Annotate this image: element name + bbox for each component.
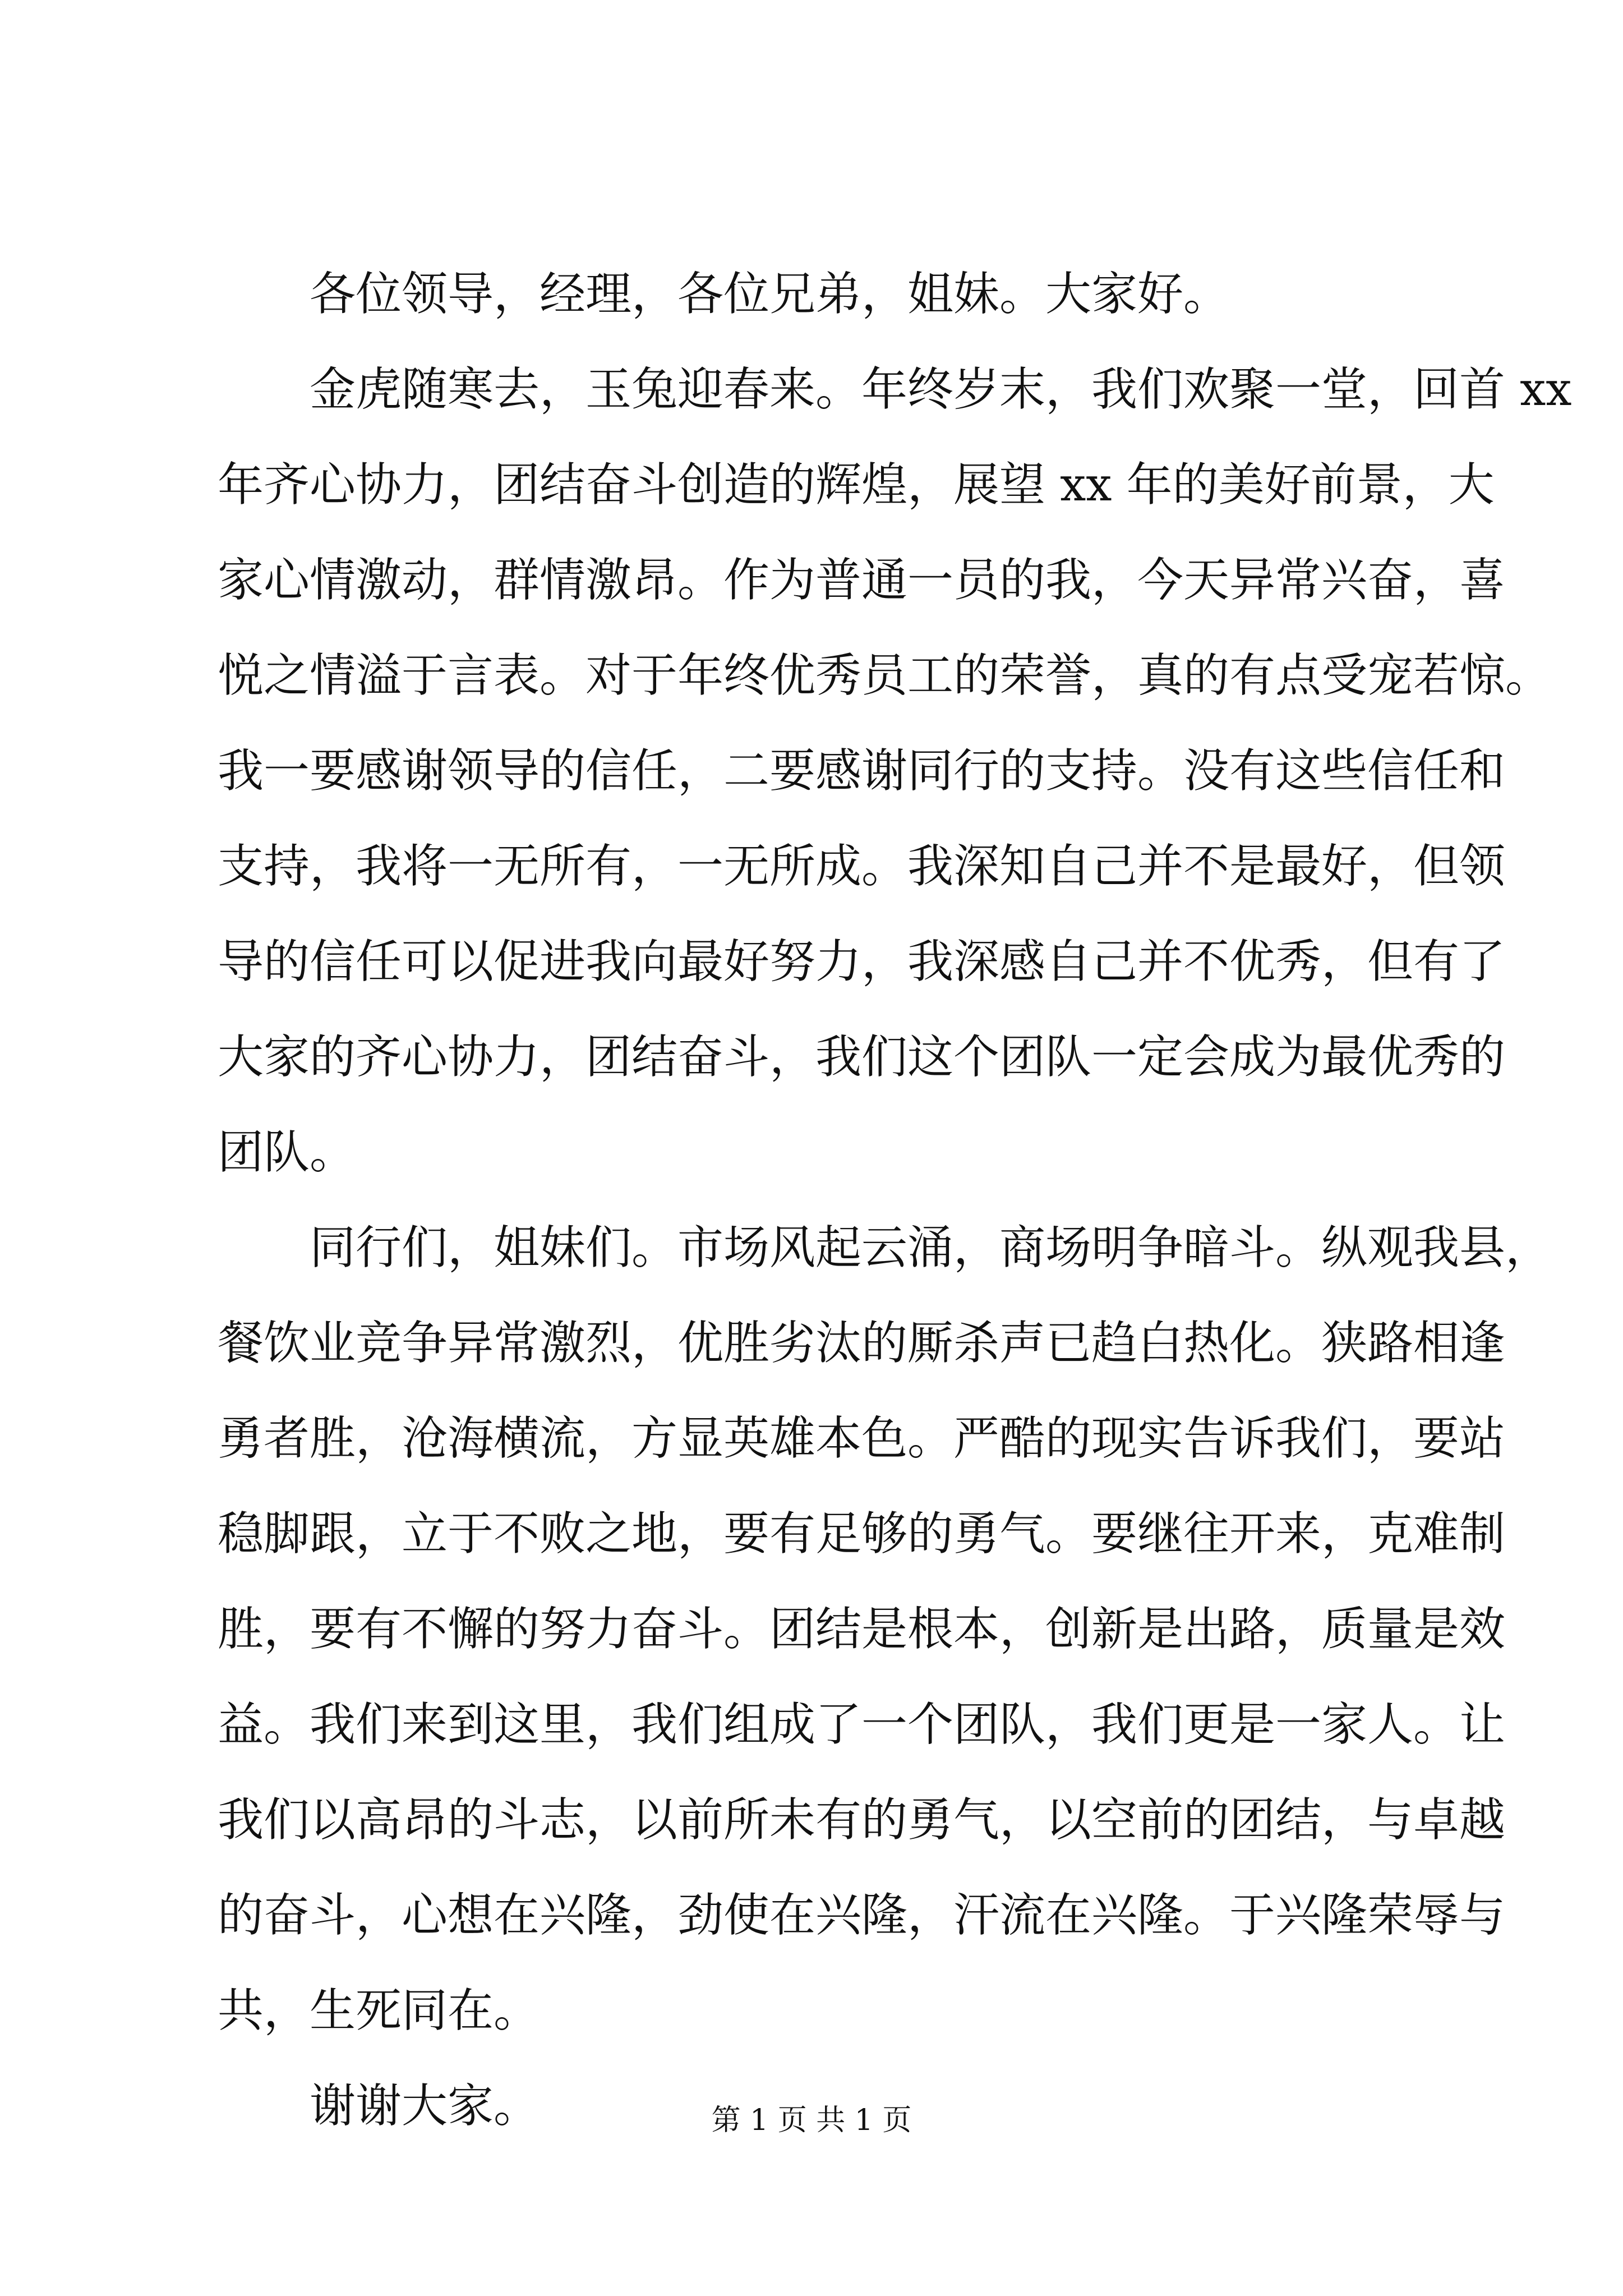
- paragraph-line: 餐饮业竞争异常激烈，优胜劣汰的厮杀声已趋白热化。狭路相逢: [218, 1317, 1506, 1370]
- document-body: [218, 247, 1572, 2154]
- paragraph-line: 胜，要有不懈的努力奋斗。团结是根本，创新是出路，质量是效: [218, 1603, 1506, 1656]
- paragraph-line: 我们以高昂的斗志，以前所未有的勇气，以空前的团结，与卓越: [218, 1793, 1506, 1847]
- paragraph-line: 同行们，姐妹们。市场风起云涌，商场明争暗斗。纵观我县，: [310, 1221, 1552, 1274]
- paragraph-line: 的奋斗，心想在兴隆，劲使在兴隆，汗流在兴隆。于兴隆荣辱与: [218, 1889, 1506, 1942]
- paragraph-line: 金虎随寒去，玉兔迎春来。年终岁末，我们欢聚一堂，回首 xx: [310, 363, 1572, 416]
- paragraph-line: 勇者胜，沧海横流，方显英雄本色。严酷的现实告诉我们，要站: [218, 1412, 1506, 1465]
- paragraph-line: 共，生死同在。: [218, 1984, 540, 2037]
- paragraph-line: 导的信任可以促进我向最好努力，我深感自己并不优秀，但有了: [218, 935, 1506, 988]
- paragraph-line: 各位领导，经理，各位兄弟，姐妹。大家好。: [310, 268, 1230, 321]
- paragraph-line: 益。我们来到这里，我们组成了一个团队，我们更是一家人。让: [218, 1698, 1506, 1751]
- paragraph-line: 支持，我将一无所有，一无所成。我深知自己并不是最好，但领: [218, 840, 1506, 893]
- paragraph-line: 稳脚跟，立于不败之地，要有足够的勇气。要继往开来，克难制: [218, 1507, 1506, 1561]
- paragraph-line: 家心情激动，群情激昂。作为普通一员的我，今天异常兴奋，喜: [218, 554, 1506, 607]
- paragraph-line: 悦之情溢于言表。对于年终优秀员工的荣誉，真的有点受宠若惊。: [218, 649, 1552, 702]
- paragraph-line: 我一要感谢领导的信任，二要感谢同行的支持。没有这些信任和: [218, 744, 1506, 798]
- paragraph-line: 谢谢大家。: [310, 2079, 540, 2133]
- page-number-footer: 第 1 页 共 1 页: [711, 2104, 912, 2137]
- paragraph-line: 大家的齐心协力，团结奋斗，我们这个团队一定会成为最优秀的: [218, 1030, 1506, 1084]
- paragraph-line: 年齐心协力，团结奋斗创造的辉煌，展望 xx 年的美好前景，大: [218, 458, 1495, 512]
- paragraph-line: 团队。: [218, 1126, 356, 1179]
